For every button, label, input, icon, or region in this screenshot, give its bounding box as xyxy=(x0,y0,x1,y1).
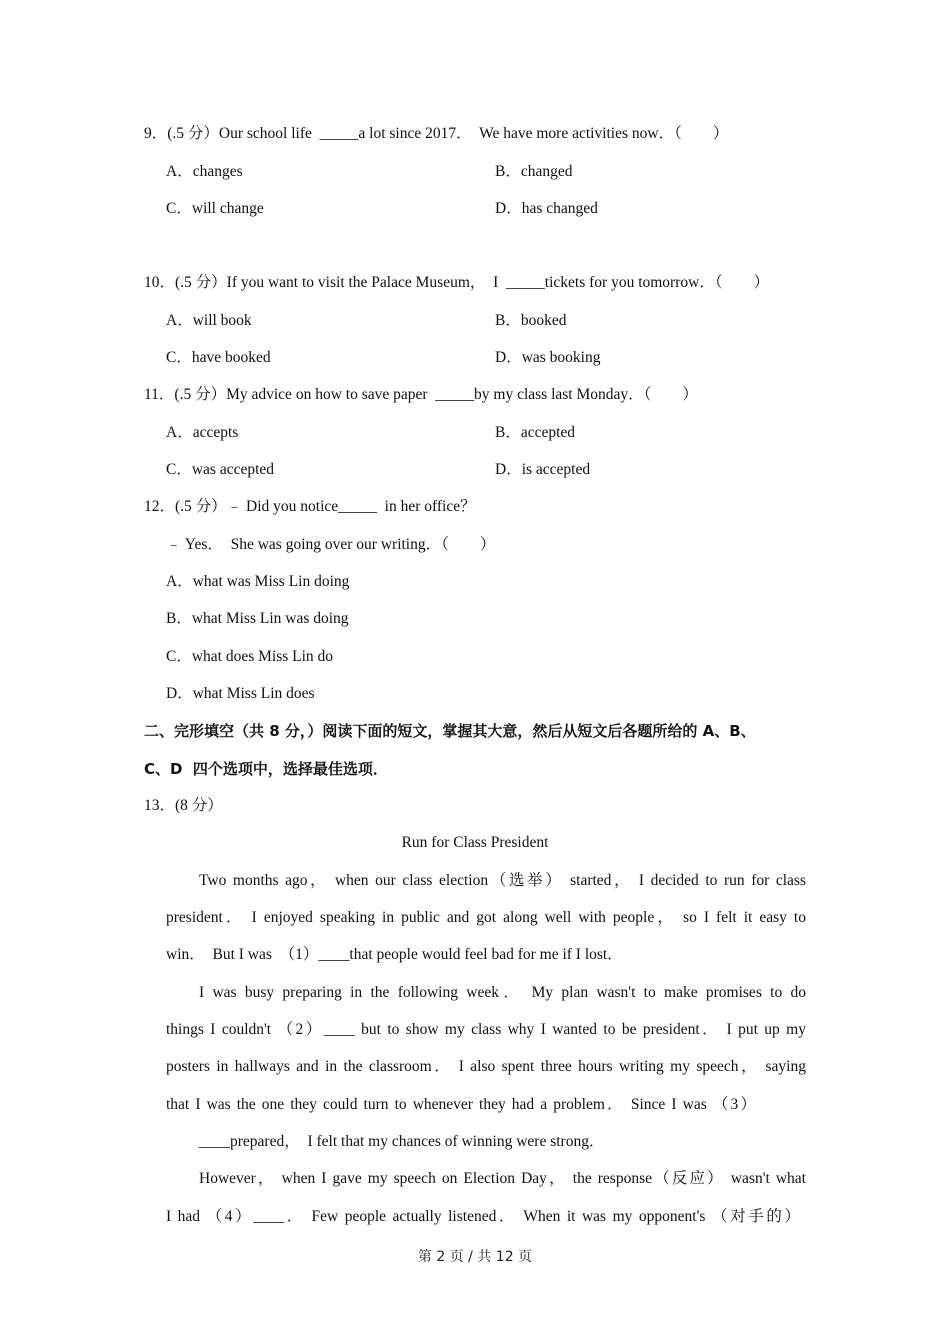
passage-line: I was busy preparing in the following week． My plan wasn't to make promises to do xyxy=(199,984,806,1001)
question-11-option-c[interactable]: C．was accepted xyxy=(166,461,275,478)
passage-line: I had （4）____． Few people actually listened． When it was my opponent's （对手的） xyxy=(166,1208,800,1225)
question-11-option-d[interactable]: D．is accepted xyxy=(495,461,591,478)
passage-line: that I was the one they could turn to whenever they had a problem． Since I was （3） xyxy=(166,1096,756,1113)
passage-line: posters in hallways and in the classroom． I also spent three hours writing my speech， saying xyxy=(166,1058,806,1075)
question-10-stem: 10．(.5 分）If you want to visit the Palace Museum， I _____tickets for you tomorrow．（ ） xyxy=(144,274,770,291)
question-12-option-d[interactable]: D．what Miss Lin does xyxy=(166,685,315,702)
question-12-stem: 12．(.5 分）﹣ Did you notice_____ in her office？ xyxy=(144,498,476,515)
section-2-heading: 二、完形填空（共 8 分，）阅读下面的短文，掌握其大意，然后从短文后各题所给的 A、B、 xyxy=(144,722,756,740)
passage-line: president． I enjoyed speaking in public and got along well with people， so I felt it easy to xyxy=(166,909,806,926)
question-11-option-a[interactable]: A．accepts xyxy=(166,424,239,441)
question-10-option-c[interactable]: C．have booked xyxy=(166,349,271,366)
question-12-option-a[interactable]: A．what was Miss Lin doing xyxy=(166,573,350,590)
question-11-option-b[interactable]: B．accepted xyxy=(495,424,576,441)
passage-title: Run for Class President xyxy=(401,834,549,851)
question-12-stem-reply: ﹣ Yes． She was going over our writing．（ ） xyxy=(166,536,496,553)
passage-line: things I couldn't （2）____ but to show my class why I wanted to be president． I put up my xyxy=(166,1021,806,1038)
question-9-option-d[interactable]: D．has changed xyxy=(495,200,598,217)
question-9-option-a[interactable]: A．changes xyxy=(166,163,243,180)
question-11-stem: 11．(.5 分）My advice on how to save paper _____by my class last Monday．（ ） xyxy=(144,386,698,403)
question-9-stem: 9．(.5 分）Our school life _____a lot since 2017． We have more activities now．（ ） xyxy=(144,125,729,142)
question-10-option-a[interactable]: A．will book xyxy=(166,312,252,329)
question-9-option-c[interactable]: C．will change xyxy=(166,200,264,217)
question-10-option-b[interactable]: B．booked xyxy=(495,312,567,329)
question-10-option-d[interactable]: D．was booking xyxy=(495,349,601,366)
passage-line: ____prepared， I felt that my chances of winning were strong． xyxy=(199,1133,605,1150)
question-12-option-c[interactable]: C．what does Miss Lin do xyxy=(166,648,334,665)
passage-line: win． But I was （1）____that people would feel bad for me if I lost． xyxy=(166,946,623,963)
page-footer: 第 2 页 / 共 12 页 xyxy=(417,1249,533,1265)
question-9-option-b[interactable]: B．changed xyxy=(495,163,573,180)
section-2-heading-cont: C、D 四个选项中，选择最佳选项． xyxy=(144,760,388,778)
question-12-option-b[interactable]: B．what Miss Lin was doing xyxy=(166,610,349,627)
passage-line: However， when I gave my speech on Election Day， the response（反应） wasn't what xyxy=(199,1170,806,1187)
passage-line: Two months ago， when our class election（选举） started， I decided to run for class xyxy=(199,872,806,889)
question-13-label: 13．(8 分） xyxy=(144,797,223,814)
